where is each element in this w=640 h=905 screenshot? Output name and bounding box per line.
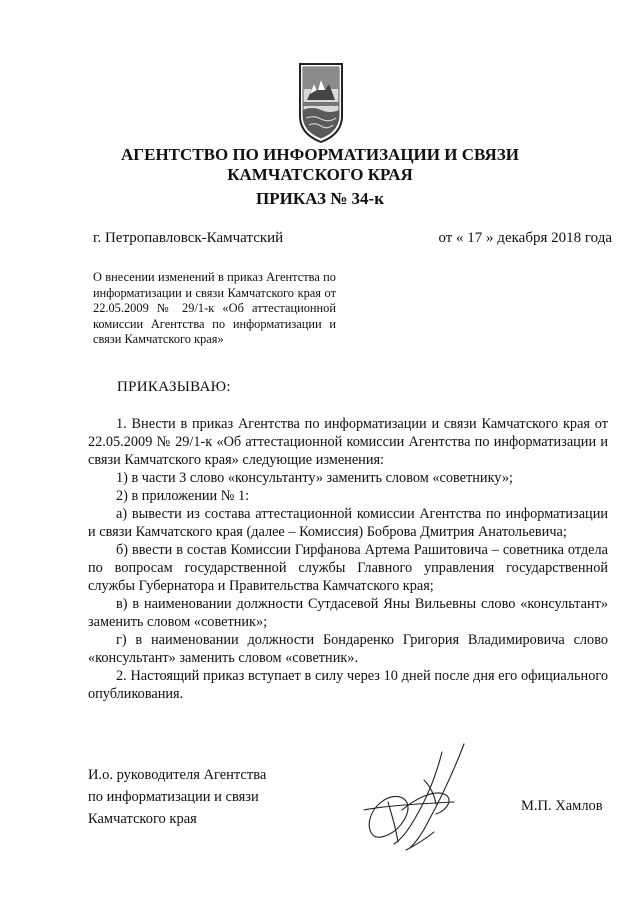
paragraph-1-item-1: 1) в части 3 слово «консультанту» заменить словом «советнику»; <box>116 470 513 486</box>
order-title: ПРИКАЗ № 34-к <box>255 189 385 208</box>
paragraph-2: 2. Настоящий приказ вступает в силу через 10 дней после дня его официального опубликования. <box>88 668 608 702</box>
order-subject: О внесении изменений в приказ Агентства по информатизации и связи Камчатского края от 22.05.2009 № 29/1-к «Об аттестационной комиссии Агентства по информатизации и связи Камчатского края» <box>93 270 336 347</box>
signatory-position-line1: И.о. руководителя Агентства <box>88 767 267 783</box>
signatory-position-line2: по информатизации и связи <box>88 789 259 805</box>
decree-word: ПРИКАЗЫВАЮ: <box>117 379 231 395</box>
signer-name: М.П. Хамлов <box>521 798 603 814</box>
agency-name <box>40 145 600 185</box>
agency-name-line1: АГЕНТСТВО ПО ИНФОРМАТИЗАЦИИ И СВЯЗИ <box>121 145 519 164</box>
paragraph-1-item-2c: в) в наименовании должности Сутдасевой Яны Вильевны слово «консультант» заменить словом «советник»; <box>88 596 608 630</box>
agency-name-line2: КАМЧАТСКОГО КРАЯ <box>227 165 413 184</box>
paragraph-1: 1. Внести в приказ Агентства по информатизации и связи Камчатского края от 22.05.2009 № 29/1-к «Об аттестационной комиссии Агентства по информатизации и связи Камчатского края» следующие изменения: <box>88 416 608 468</box>
order-date: от « 17 » декабря 2018 года <box>438 230 612 246</box>
signatory-position-line3: Камчатского края <box>88 811 197 827</box>
place-of-issue: г. Петропавловск-Камчатский <box>93 230 284 246</box>
paragraph-1-item-2a: а) вывести из состава аттестационной комиссии Агентства по информатизации и связи Камчатского края (далее – Комиссия) Боброва Дмитрия Анатольевича; <box>88 506 608 540</box>
order-body <box>88 415 608 703</box>
handwritten-signature <box>344 740 480 860</box>
paragraph-1-item-2b: б) ввести в состав Комиссии Гирфанова Артема Рашитовича – советника отдела по вопросам государственной службы Главного управления государственной службы Губернатора и Правительства Камчатского края; <box>88 542 608 594</box>
signatory-position <box>88 764 266 830</box>
paragraph-1-item-2d: г) в наименовании должности Бондаренко Григория Владимировича слово «консультант» заменить словом «советник». <box>88 632 608 666</box>
coat-of-arms-emblem <box>296 60 346 144</box>
paragraph-1-item-2: 2) в приложении № 1: <box>116 488 250 504</box>
